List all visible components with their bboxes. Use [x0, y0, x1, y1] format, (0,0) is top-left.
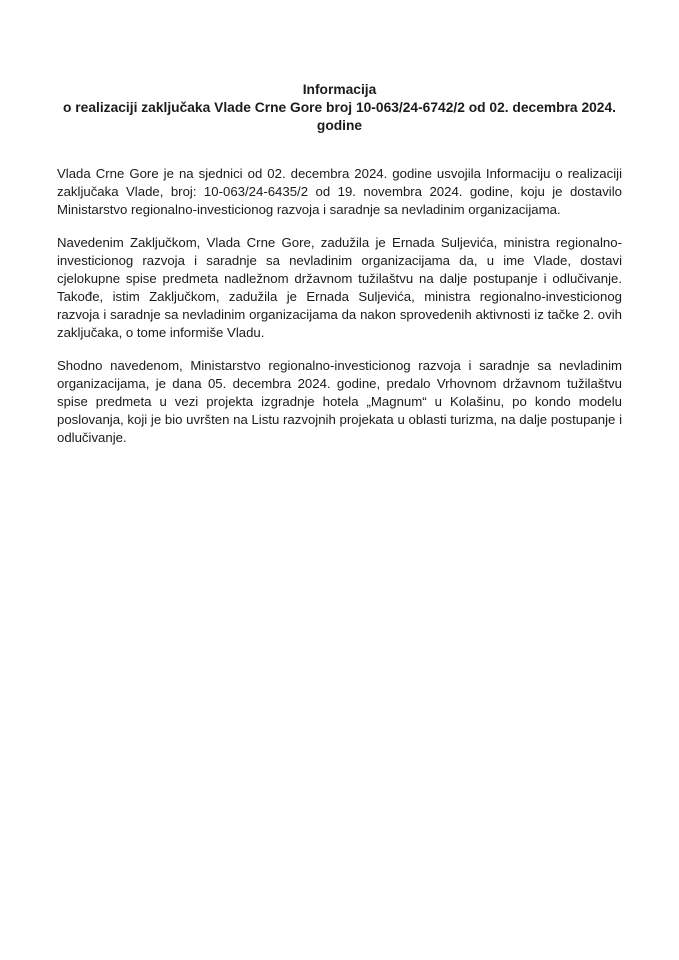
document-body: [57, 165, 622, 447]
paragraph-conclusion-assignments: Navedenim Zaključkom, Vlada Crne Gore, zadužila je Ernada Suljevića, ministra regionalno-investicionog razvoja i saradnje sa nevladinim organizacijama da, u ime Vlade, dostavi cjelokupne spise predmeta nadležnom državnom tužilaštvu na dalje postupanje i odlučivanje. Takođe, istim Zaključkom, zadužila je Ernada Suljevića, ministra regionalno-investicionog razvoja i saradnje sa nevladinim organizacijama da nakon sprovedenih aktivnosti iz tačke 2. ovih zaključaka, o tome informiše Vladu.: [57, 235, 622, 340]
document-title-line2: o realizaciji zaključaka Vlade Crne Gore broj 10-063/24-6742/2 od 02. decembra 2024. godine: [63, 100, 616, 133]
document-title: [57, 81, 622, 135]
document-title-line1: Informacija: [302, 82, 377, 97]
paragraph-session-adoption: Vlada Crne Gore je na sjednici od 02. decembra 2024. godine usvojila Informaciju o realizaciji zaključaka Vlade, broj: 10-063/24-6435/2 od 19. novembra 2024. godine, koju je dostavilo Ministarstvo regionalno-investicionog razvoja i saradnje sa nevladinim organizacijama.: [57, 166, 622, 217]
paragraph-realization-status: Shodno navedenom, Ministarstvo regionalno-investicionog razvoja i saradnje sa nevladinim organizacijama, je dana 05. decembra 2024. godine, predalo Vrhovnom državnom tužilaštvu spise predmeta u vezi projekta izgradnje hotela „Magnum“ u Kolašinu, po kondo modelu poslovanja, koji je bio uvršten na Listu razvojnih projekata u oblasti turizma, na dalje postupanje i odlučivanje.: [57, 358, 622, 445]
